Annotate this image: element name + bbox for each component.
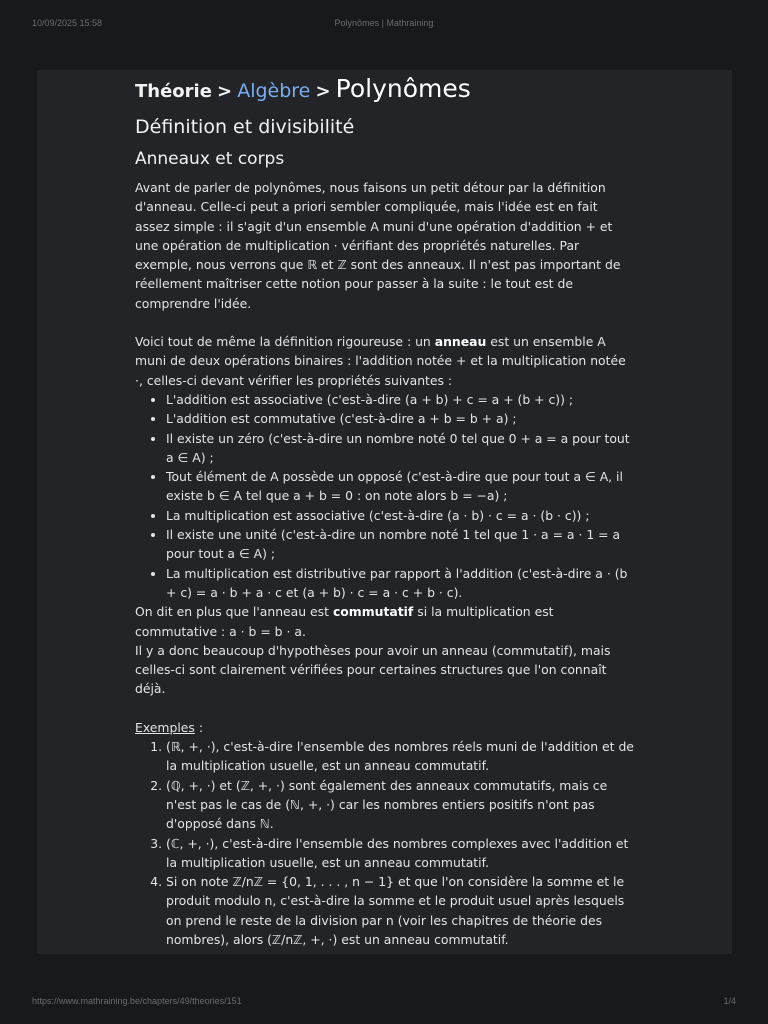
list-item: • La multiplication est distributive par rapport à l'addition (c'est-à-dire a · (b + c) = a · b + a · c et (a + b) · c = a · c + b · c). xyxy=(166,564,635,603)
examples-heading xyxy=(135,718,635,737)
intro-paragraph: Avant de parler de polynômes, nous faisons un petit détour par la définition d'anneau. Celle-ci peut a priori sembler compliquée, mais l'idée est en fait assez simple : il s'agit d'un ensemble A muni d'une opération d'addition + et une opération de multiplication · vérifiant des propriétés naturelles. Par exemple, nous verrons que ℝ et ℤ sont des anneaux. Il n'est pas important de réellement maîtriser cette notion pour passer à la suite : le tout est de comprendre l'idée. xyxy=(135,180,621,311)
page-title: Polynômes xyxy=(335,74,471,103)
definition-text-before: Voici tout de même la définition rigoureuse : un xyxy=(135,334,431,350)
list-item: 3. (ℂ, +, ·), c'est-à-dire l'ensemble des nombres complexes avec l'addition et la multiplication usuelle, est un anneau commutatif. xyxy=(166,834,635,873)
print-footer xyxy=(0,996,768,1008)
commutative-term: commutatif xyxy=(332,604,414,620)
examples-label: Exemples xyxy=(135,719,195,735)
print-page-number: 1/4 xyxy=(723,996,736,1006)
list-item: • Il existe une unité (c'est-à-dire un nombre noté 1 tel que 1 · a = a · 1 = a pour tout a ∈ A) ; xyxy=(166,525,635,564)
breadcrumb-theorie: Théorie xyxy=(135,81,212,102)
breadcrumb-separator: > xyxy=(217,81,233,102)
commutative-paragraph xyxy=(135,602,635,641)
list-item: • Il existe un zéro (c'est-à-dire un nombre noté 0 tel que 0 + a = a pour tout a ∈ A) ; xyxy=(166,429,635,468)
commutative-text-before: On dit en plus que l'anneau est xyxy=(135,604,329,620)
properties-list xyxy=(135,390,635,602)
definition-paragraph xyxy=(135,332,635,390)
breadcrumb xyxy=(135,74,635,108)
list-item: • L'addition est associative (c'est-à-dire (a + b) + c = a + (b + c)) ; xyxy=(166,390,635,409)
print-url: https://www.mathraining.be/chapters/49/theories/151 xyxy=(32,996,242,1006)
theory-content xyxy=(135,70,635,954)
breadcrumb-separator: > xyxy=(315,81,331,102)
list-item: 1. (ℝ, +, ·), c'est-à-dire l'ensemble des nombres réels muni de l'addition et de la multiplication usuelle, est un anneau commutatif. xyxy=(166,737,635,776)
breadcrumb-link-algebre[interactable]: Algèbre xyxy=(237,80,311,102)
list-item: • La multiplication est associative (c'est-à-dire (a · b) · c = a · (b · c)) ; xyxy=(166,506,635,525)
examples-list xyxy=(135,737,635,949)
section-title: Définition et divisibilité xyxy=(135,116,355,138)
list-item: 4. Si on note ℤ/nℤ = {0, 1, . . . , n − 1} et que l'on considère la somme et le produit modulo n, c'est-à-dire la somme et le produit usuel après lesquels on prend le reste de la division par n (voir les chapitres de théorie des nombres), alors (ℤ/nℤ, +, ·) est un anneau commutatif. xyxy=(166,872,635,949)
list-item: • L'addition est commutative (c'est-à-dire a + b = b + a) ; xyxy=(166,409,635,428)
subsection-title: Anneaux et corps xyxy=(135,149,285,169)
examples-colon: : xyxy=(194,719,203,735)
print-title: Polynômes | Mathraining xyxy=(334,18,434,28)
commutative-text-after: si la multiplication est commutative : a · b = b · a. xyxy=(135,604,554,639)
hypotheses-paragraph: Il y a donc beaucoup d'hypothèses pour avoir un anneau (commutatif), mais celles-ci sont clairement vérifiées pour certaines structures que l'on connaît déjà. xyxy=(135,642,611,697)
list-item: 2. (ℚ, +, ·) et (ℤ, +, ·) sont également des anneaux commutatifs, mais ce n'est pas le cas de (ℕ, +, ·) car les nombres entiers positifs n'ont pas d'opposé dans ℕ. xyxy=(166,776,635,834)
definition-text-after: est un ensemble A muni de deux opérations binaires : l'addition notée + et la multiplication notée ·, celles-ci devant vérifier les propriétés suivantes : xyxy=(135,334,626,388)
list-item: • Tout élément de A possède un opposé (c'est-à-dire que pour tout a ∈ A, il existe b ∈ A tel que a + b = 0 : on note alors b = −a) ; xyxy=(166,467,635,506)
theory-card xyxy=(37,70,732,954)
print-header xyxy=(0,18,768,30)
definition-term: anneau xyxy=(434,334,487,350)
print-date: 10/09/2025 15:58 xyxy=(32,18,103,28)
